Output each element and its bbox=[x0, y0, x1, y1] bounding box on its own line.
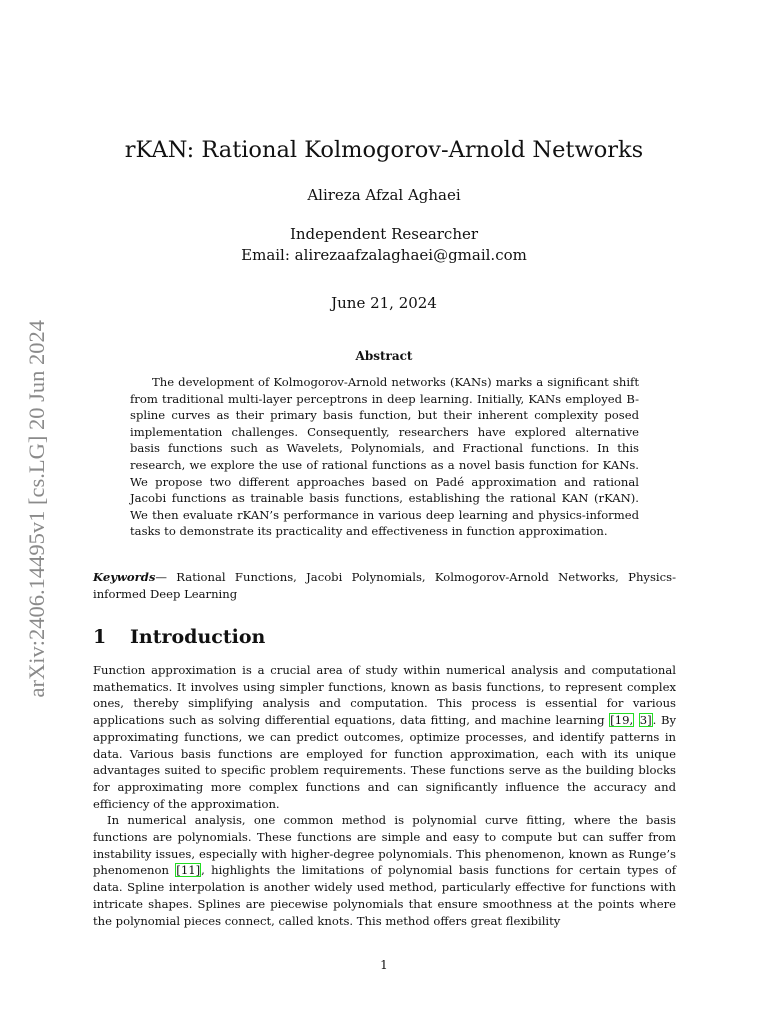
keywords-block bbox=[93, 569, 676, 603]
citation-link[interactable]: [11] bbox=[176, 863, 201, 878]
author-name: Alireza Afzal Aghaei bbox=[307, 186, 461, 204]
paragraph bbox=[93, 812, 676, 929]
paragraph-text: In numerical analysis, one common method is polynomial curve fitting, where the basis functions are polynomials. These functions are simple and easy to compute but can suffer from instability issues, especially with higher-degree polynomials. This phenomenon, known as Runge’s phenomenon bbox=[93, 813, 676, 878]
paper-title: rKAN: Rational Kolmogorov-Arnold Networks bbox=[124, 137, 644, 163]
citation-link[interactable]: 3] bbox=[639, 713, 652, 728]
keywords-dash: — bbox=[155, 570, 167, 584]
author-email: Email: alirezaafzalaghaei@gmail.com bbox=[241, 246, 527, 264]
paragraph bbox=[93, 662, 676, 812]
section-number: 1 bbox=[93, 626, 107, 648]
citation-link[interactable]: [19, bbox=[610, 713, 634, 728]
abstract-heading: Abstract bbox=[355, 349, 413, 363]
paragraph-text: Function approximation is a crucial area of study within numerical analysis and computational mathematics. It involves using simpler functions, known as basis functions, to represent complex ones, thereby simplifying analysis and computation. This process is essential for various applications such as solving differential equations, data fitting, and machine learning bbox=[93, 663, 676, 728]
arxiv-identifier-stamp bbox=[20, 320, 54, 744]
section-title: Introduction bbox=[130, 626, 266, 648]
paragraph-text: , highlights the limitations of polynomial basis functions for certain types of data. Spline interpolation is another widely used method, particularly effective for functions with intricate shapes. Splines are piecewise polynomials that ensure smoothness at the points where the polynomial pieces connect, called knots. This method offers great flexibility bbox=[93, 863, 676, 928]
publication-date: June 21, 2024 bbox=[331, 294, 437, 312]
author-affiliation: Independent Researcher bbox=[289, 225, 479, 243]
keywords-list: Rational Functions, Jacobi Polynomials, Kolmogorov-Arnold Networks, Physics-informed Deep Learning bbox=[93, 570, 676, 601]
arxiv-identifier-text: arXiv:2406.14495v1 [cs.LG] 20 Jun 2024 bbox=[24, 320, 49, 698]
paragraph-text: . By approximating functions, we can predict outcomes, optimize processes, and identify patterns in data. Various basis functions are employed for function approximation, each with its unique advantages suited to specific problem requirements. These functions serve as the building blocks for approximating more complex functions and can significantly influence the accuracy and efficiency of the approximation. bbox=[93, 713, 677, 811]
section-heading bbox=[93, 626, 265, 648]
introduction-body bbox=[93, 662, 676, 929]
keywords-label: Keywords bbox=[93, 570, 156, 584]
page-number: 1 bbox=[380, 958, 388, 972]
abstract-text: The development of Kolmogorov-Arnold networks (KANs) marks a significant shift from traditional multi-layer perceptrons in deep learning. Initially, KANs employed B-spline curves as their primary basis function, but their inherent complexity posed implementation challenges. Consequently, researchers have explored alternative basis functions such as Wavelets, Polynomials, and Fractional functions. In this research, we explore the use of rational functions as a novel basis function for KANs. We propose two different approaches based on Padé approximation and rational Jacobi functions as trainable basis functions, establishing the rational KAN (rKAN). We then evaluate rKAN’s performance in various deep learning and physics-informed tasks to demonstrate its practicality and effectiveness in function approximation. bbox=[130, 375, 639, 539]
